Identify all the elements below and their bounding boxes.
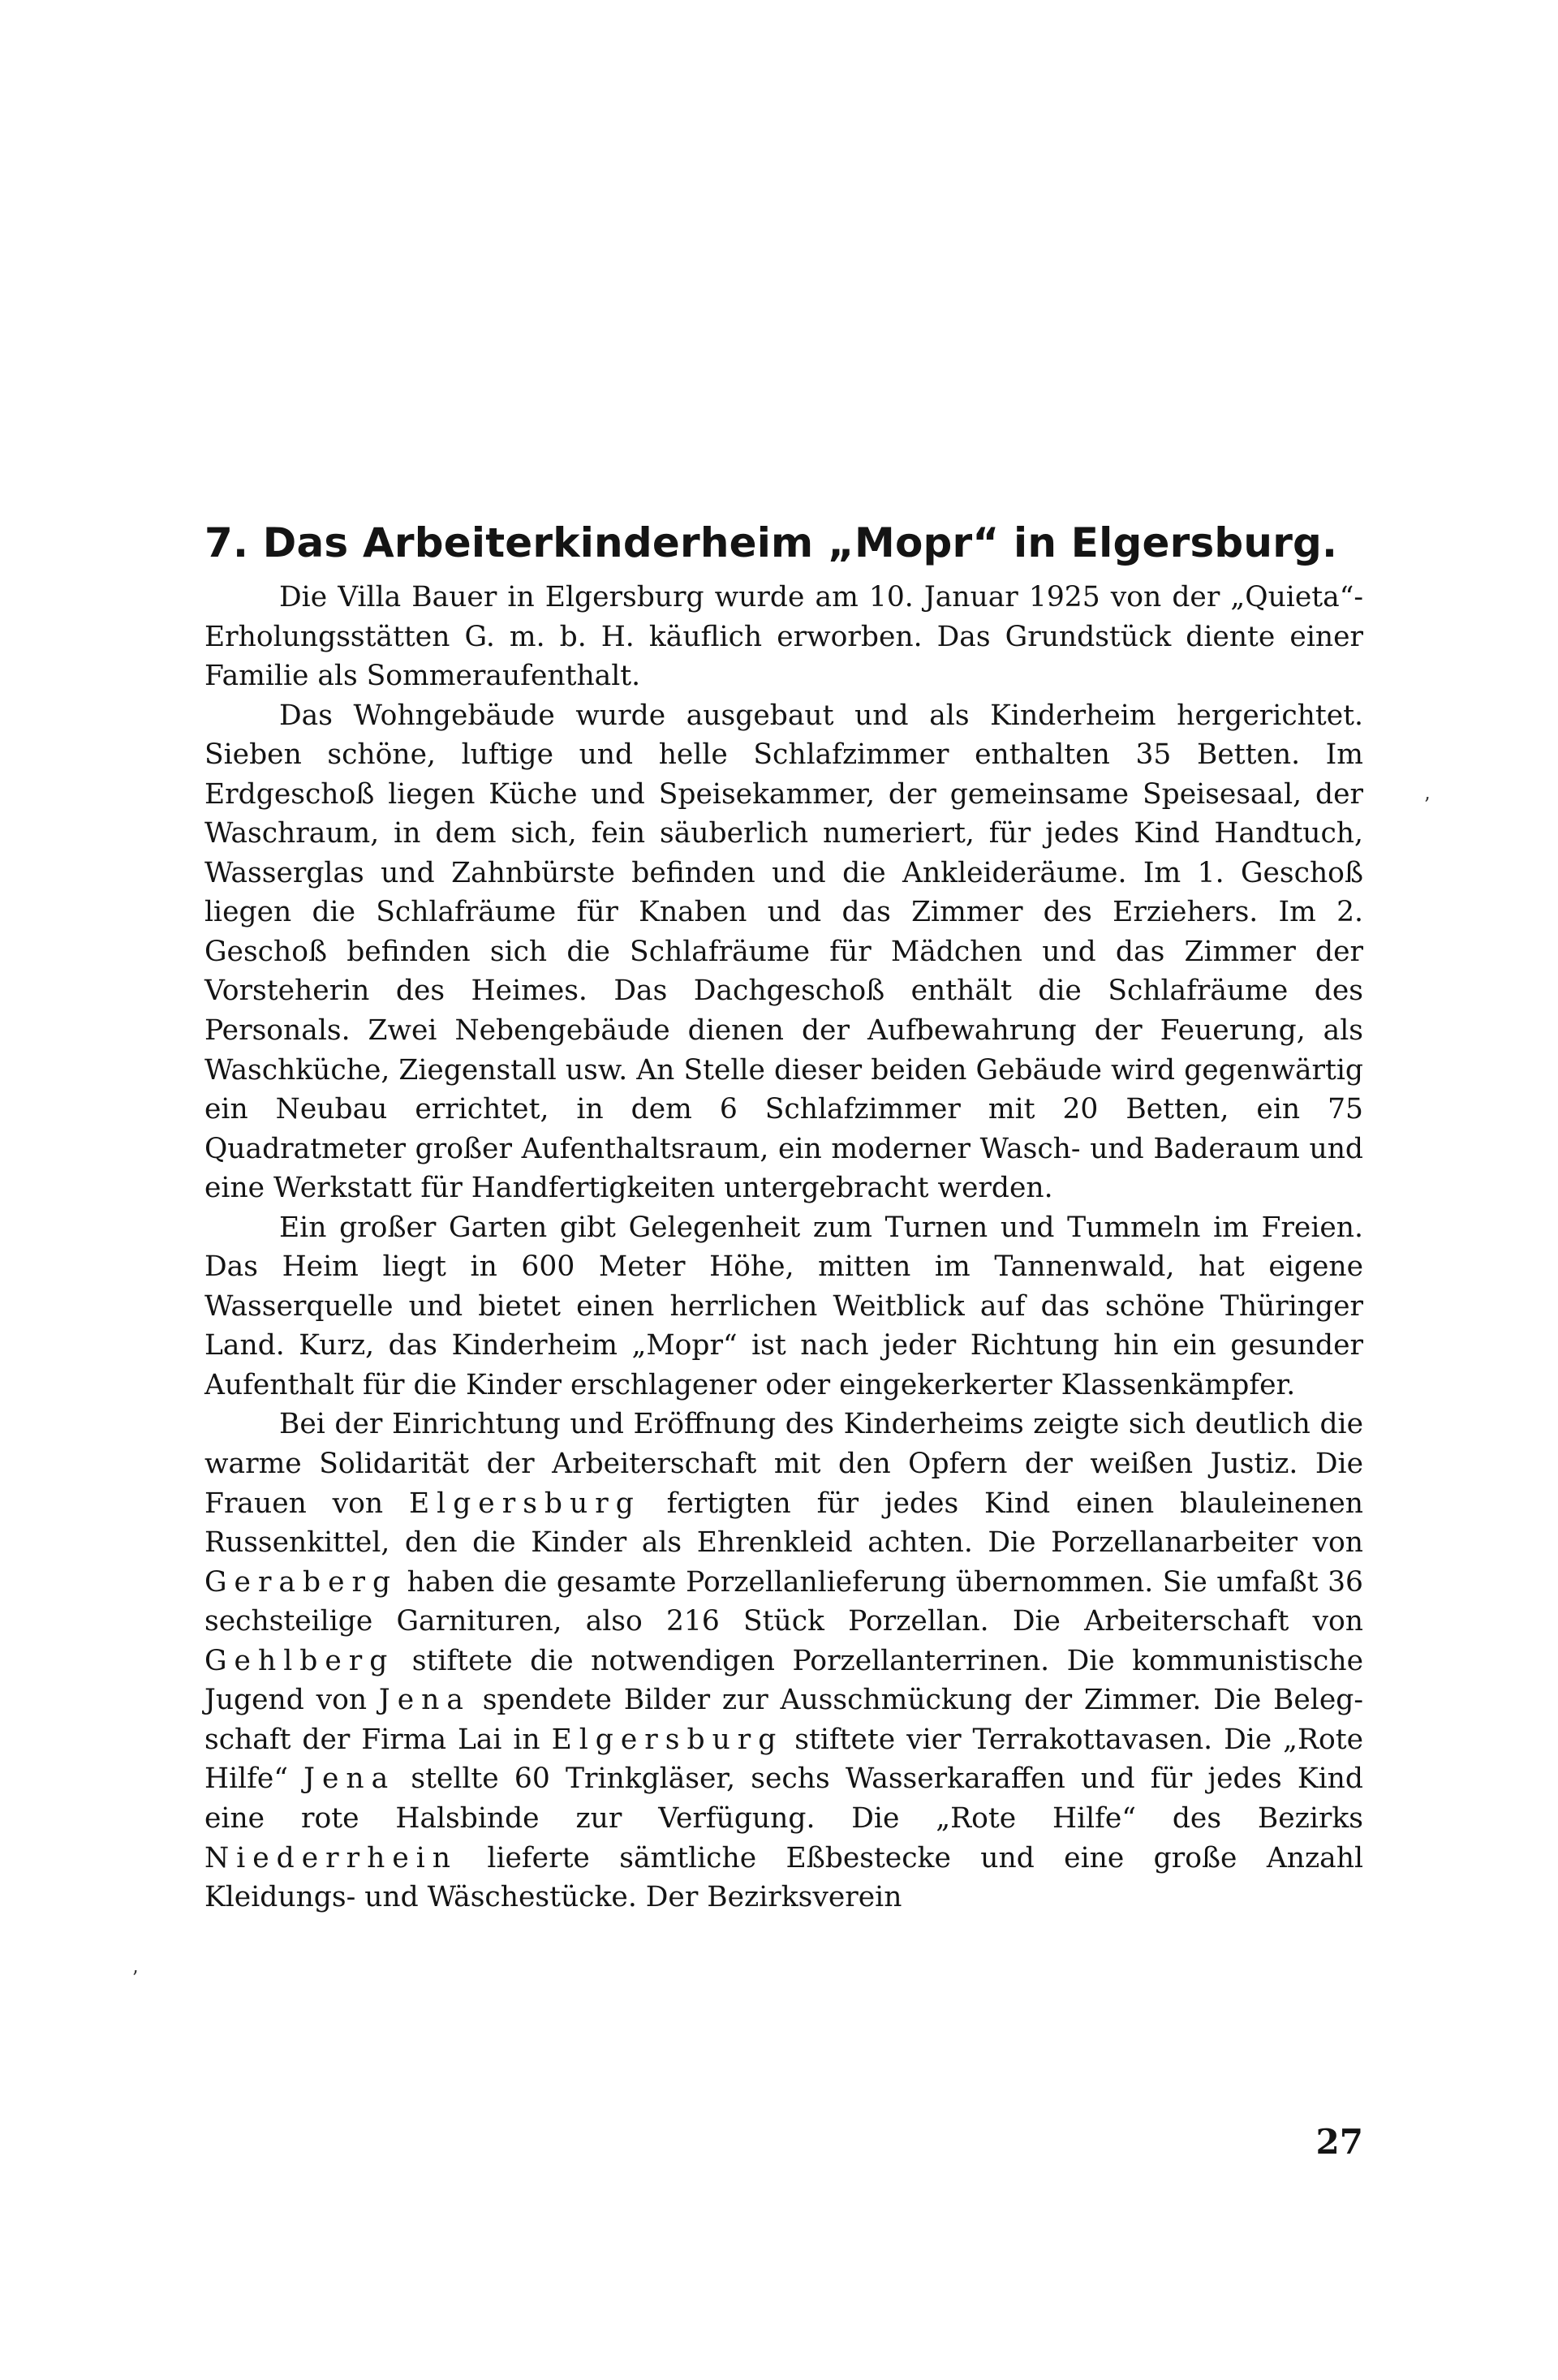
spaced-emphasis: Jena	[303, 1762, 396, 1796]
spaced-emphasis: Gehlberg	[204, 1644, 395, 1677]
page-number: 27	[1315, 2122, 1363, 2162]
text-run: spendete Bilder zur Ausschmückung der Zimmer. Die Belegschaft der Firma Lai in	[204, 1684, 1363, 1756]
text-run: Bei der Einrichtung und Eröffnung des Kinderheims zeigte sich deutlich die warme Solidarität der Arbeiterschaft mit den Opfern der weißen Justiz. Die Frauen von	[204, 1408, 1363, 1520]
paragraph	[204, 578, 1363, 696]
text-run: lieferte sämtliche Eßbestecke und eine große Anzahl Kleidungs- und Wäschestücke. Der Bezirksverein	[204, 1841, 1363, 1914]
text-run: Ein großer Garten gibt Gelegenheit zum Turnen und Tummeln im Freien. Das Heim liegt in 600 Meter Höhe, mitten im Tannenwald, hat eigene Wasserquelle und bietet einen herrlichen Weitblick auf das schöne Thüringer Land. Kurz, das Kinderheim „Mopr“ ist nach jeder Richtung hin ein gesunder Aufenthalt für die Kinder erschlagener oder eingekerkerter Klassenkämpfer.	[204, 1211, 1363, 1401]
text-run: haben die gesamte Porzellanlieferung übernommen. Sie umfaßt 36 sechsteilige Garnituren, also 216 Stück Porzellan. Die Arbeiterschaft von	[204, 1565, 1363, 1638]
spaced-emphasis: Elgersburg	[408, 1487, 641, 1520]
spaced-emphasis: Geraberg	[204, 1565, 398, 1599]
text-run: Die Villa Bauer in Elgersburg wurde am 10. Januar 1925 von der „Quieta“-Erholungsstätten G. m. b. H. käuflich erworben. Das Grundstück diente einer Familie als Sommeraufenthalt.	[204, 581, 1363, 693]
text-run: stiftete vier Terrakottavasen. Die „Rote Hilfe“	[204, 1723, 1363, 1796]
text-run: stellte 60 Trinkgläser, sechs Wasserkaraffen und für jedes Kind eine rote Halsbinde zur Verfügung. Die „Rote Hilfe“ des Bezirks	[204, 1762, 1363, 1835]
paragraph	[204, 1405, 1363, 1917]
paragraph	[204, 696, 1363, 1208]
text-run: fertigten für jedes Kind einen blauleinenen Russenkittel, den die Kinder als Ehrenkleid achten. Die Porzellanarbeiter von	[204, 1487, 1363, 1560]
text-run: Das Wohngebäude wurde ausgebaut und als Kinderheim hergerichtet. Sieben schöne, luftige und helle Schlafzimmer enthalten 35 Betten. Im Erdgeschoß liegen Küche und Speisekammer, der gemeinsame Speisesaal, der Waschraum, in dem sich, fein säuberlich numeriert, für jedes Kind Handtuch, Wasserglas und Zahnbürste befinden und die Ankleideräume. Im 1. Geschoß liegen die Schlafräume für Knaben und das Zimmer des Erziehers. Im 2. Geschoß befinden sich die Schlafräume für Mädchen und das Zimmer der Vorsteherin des Heimes. Das Dachgeschoß enthält die Schlafräume des Personals. Zwei Nebengebäude dienen der Aufbewahrung der Feuerung, als Waschküche, Ziegenstall usw. An Stelle dieser beiden Gebäude wird gegenwärtig ein Neubau errichtet, in dem 6 Schlafzimmer mit 20 Betten, ein 75 Quadratmeter großer Aufenthaltsraum, ein moderner Wasch- und Baderaum und eine Werkstatt für Handfertigkeiten untergebracht werden.	[204, 699, 1363, 1205]
paragraph	[204, 1208, 1363, 1405]
print-speck: ʼ	[131, 1967, 138, 1990]
spaced-emphasis: Elgersburg	[551, 1723, 784, 1756]
section-heading: 7. Das Arbeiterkinderheim „Mopr“ in Elgersburg.	[204, 519, 1338, 566]
text-run: stiftete die notwendigen Porzellanterrinen. Die kommunistische Jugend von	[204, 1644, 1363, 1717]
spaced-emphasis: Jena	[378, 1684, 471, 1717]
body-text	[204, 578, 1363, 1917]
spaced-emphasis: Niederrhein	[204, 1841, 458, 1874]
print-speck: ʼ	[1423, 794, 1430, 816]
